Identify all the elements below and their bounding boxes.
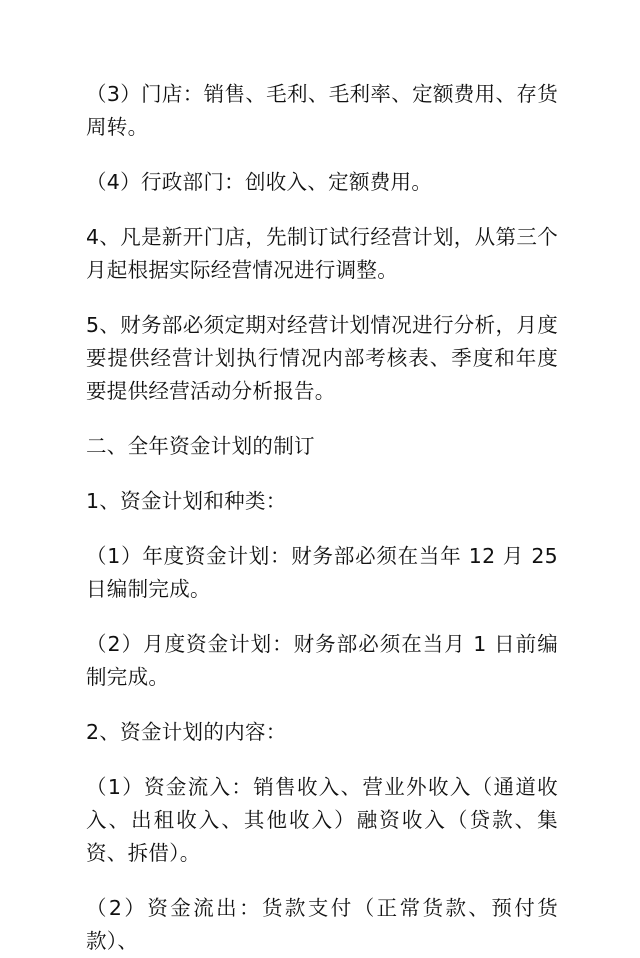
section-heading-fund-plan: 二、全年资金计划的制订 bbox=[86, 434, 315, 458]
paragraph-new-store-plan: 4、凡是新开门店，先制订试行经营计划，从第三个月起根据实际经营情况进行调整。 bbox=[86, 225, 558, 282]
paragraph-plan-types: 1、资金计划和种类： bbox=[86, 489, 287, 513]
paragraph-fund-inflow: （1）资金流入：销售收入、营业外收入（通道收入、出租收入、其他收入）融资收入（贷款、集资、拆借）。 bbox=[86, 775, 558, 865]
paragraph-monthly-plan: （2）月度资金计划：财务部必须在当月 1 日前编制完成。 bbox=[86, 632, 558, 689]
paragraph-annual-plan: （1）年度资金计划：财务部必须在当年 12 月 25 日编制完成。 bbox=[86, 544, 558, 601]
paragraph-finance-analysis: 5、财务部必须定期对经营计划情况进行分析，月度要提供经营计划执行情况内部考核表、季度和年度要提供经营活动分析报告。 bbox=[86, 313, 558, 403]
paragraph-fund-outflow: （2）资金流出：货款支付（正常货款、预付货款）、 bbox=[86, 896, 558, 953]
paragraph-admin-indicators: （4）行政部门：创收入、定额费用。 bbox=[86, 170, 433, 194]
paragraph-store-indicators: （3）门店：销售、毛利、毛利率、定额费用、存货周转。 bbox=[86, 82, 558, 139]
paragraph-plan-content: 2、资金计划的内容： bbox=[86, 720, 287, 744]
